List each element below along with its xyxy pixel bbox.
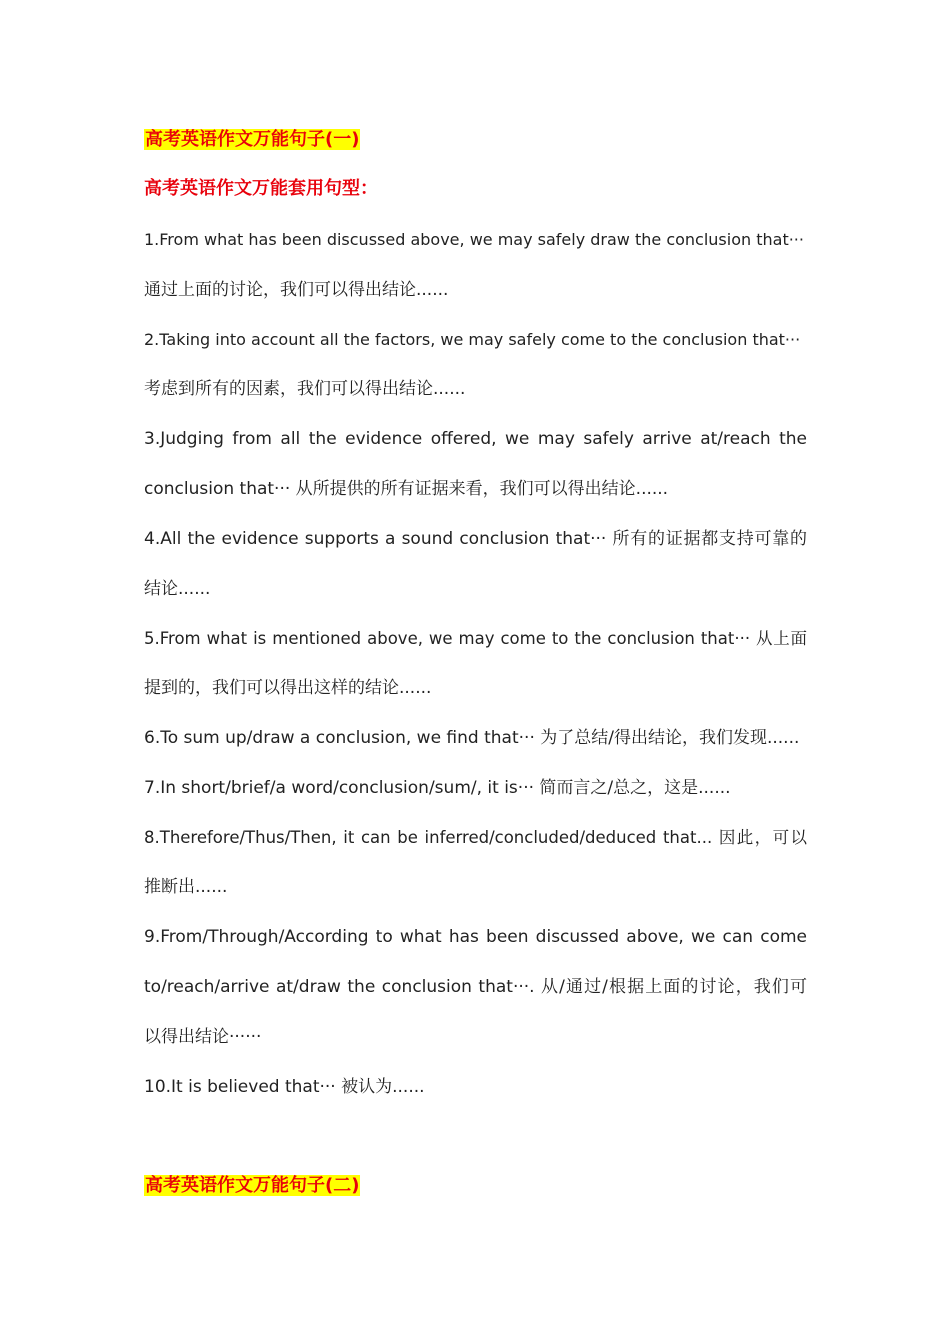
sentence-line: 通过上面的讨论，我们可以得出结论......: [144, 280, 449, 300]
sentence-line: 10.It is believed that··· 被认为......: [144, 1077, 425, 1097]
section-2-title: 高考英语作文万能句子(二): [145, 1175, 360, 1196]
sentence-line: 以得出结论······: [144, 1027, 262, 1047]
sentence-line: 6.To sum up/draw a conclusion, we find that··· 为了总结/得出结论，我们发现......: [144, 728, 800, 748]
sentence-line: 7.In short/brief/a word/conclusion/sum/, it is··· 简而言之/总之，这是......: [144, 778, 731, 798]
section-1-title: 高考英语作文万能句子(一): [145, 129, 360, 150]
sentence-line: 2.Taking into account all the factors, we may safely come to the conclusion that···: [144, 330, 801, 349]
sentence-line: 推断出......: [144, 877, 228, 897]
sentence-line: 3.Judging from all the evidence offered, we may safely arrive at/reach the: [144, 429, 807, 449]
sentence-line: 8.Therefore/Thus/Then, it can be inferred/concluded/deduced that... 因此，可以: [144, 828, 807, 847]
sentence-line: 考虑到所有的因素，我们可以得出结论......: [144, 379, 466, 399]
section-1-subtitle: 高考英语作文万能套用句型：: [144, 178, 378, 199]
sentence-line: to/reach/arrive at/draw the conclusion that···. 从/通过/根据上面的讨论，我们可: [144, 977, 807, 997]
sentence-line: conclusion that··· 从所提供的所有证据来看，我们可以得出结论......: [144, 479, 669, 499]
sentence-line: 1.From what has been discussed above, we may safely draw the conclusion that···: [144, 230, 804, 249]
sentence-line: 提到的，我们可以得出这样的结论......: [144, 678, 432, 698]
sentence-line: 5.From what is mentioned above, we may come to the conclusion that··· 从上面: [144, 629, 807, 648]
sentence-line: 结论......: [144, 579, 211, 599]
sentence-line: 9.From/Through/According to what has been discussed above, we can come: [144, 927, 807, 947]
sentence-line: 4.All the evidence supports a sound conclusion that··· 所有的证据都支持可靠的: [144, 529, 807, 549]
